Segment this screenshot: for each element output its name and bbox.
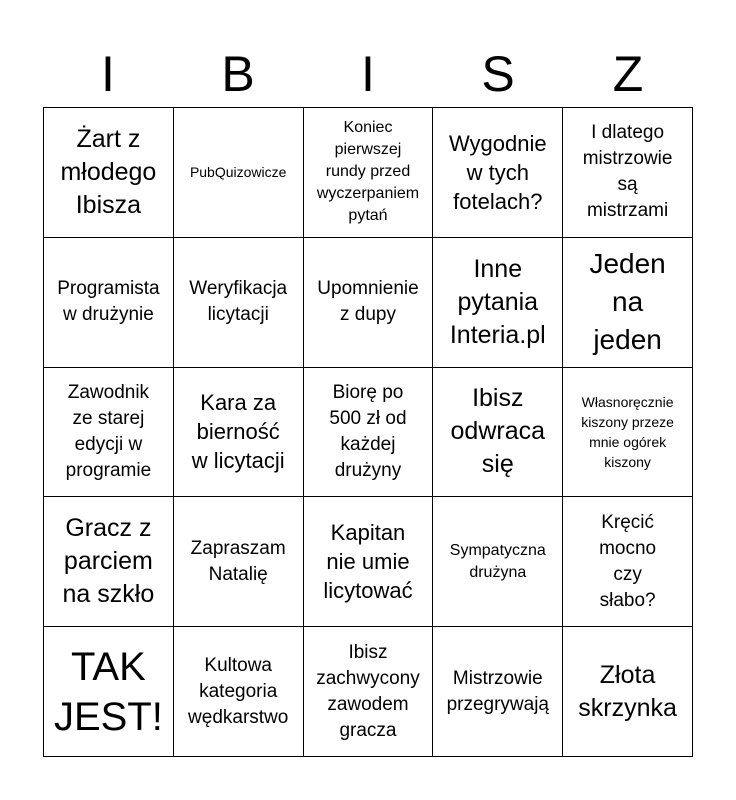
bingo-cell[interactable] [304,497,434,627]
bingo-cell[interactable] [433,497,563,627]
cell-text: Złota skrzynka [578,660,677,722]
bingo-cell[interactable] [304,238,434,368]
bingo-cell[interactable] [174,108,304,238]
bingo-cell[interactable] [563,238,693,368]
cell-text: Mistrzowie przegrywają [446,667,549,715]
cell-text: Gracz z parciem na szkło [62,514,155,609]
cell-text: Ibisz odwraca się [450,384,546,479]
bingo-cell[interactable] [44,238,174,368]
cell-text: Kultowa kategoria wędkarstwo [188,654,289,728]
bingo-cell[interactable] [44,627,174,757]
bingo-header [43,40,693,108]
header-letter: I [361,46,375,102]
header-letter: B [221,46,255,102]
cell-text: Ibisz zachwycony zawodem gracza [316,641,420,741]
header-letter: S [481,46,515,102]
bingo-cell[interactable] [174,497,304,627]
bingo-grid [43,107,693,757]
cell-text: Zapraszam Natalię [190,537,286,585]
cell-text: Własnoręcznie kiszony przeze mnie ogórek kiszony [581,393,674,470]
cell-text: Biorę po 500 zł od każdej drużyny [329,381,407,481]
bingo-cell[interactable] [563,108,693,238]
cell-text: Weryfikacja licytacji [189,278,288,326]
bingo-cell[interactable] [44,497,174,627]
cell-text: PubQuizowicze [189,164,287,181]
bingo-cell[interactable] [44,108,174,238]
cell-text: Żart z młodego Ibisza [60,124,157,219]
cell-text: Kara za bierność w licytacji [191,390,285,474]
cell-text: Programista w drużynie [57,278,160,326]
bingo-cell[interactable] [304,368,434,498]
bingo-cell[interactable] [304,627,434,757]
header-letter: Z [612,46,644,102]
bingo-cell[interactable] [563,497,693,627]
bingo-cell[interactable] [304,108,434,238]
bingo-cell[interactable] [433,238,563,368]
cell-text: Jeden na jeden [589,248,666,356]
bingo-cell[interactable] [563,627,693,757]
cell-text: Kapitan nie umie licytować [323,520,413,604]
header-letter: I [101,46,115,102]
bingo-cell[interactable] [563,368,693,498]
cell-text: Sympatyczna drużyna [449,541,546,581]
cell-text: I dlatego mistrzowie są mistrzami [582,122,673,222]
bingo-cell[interactable] [433,627,563,757]
bingo-cell[interactable] [44,368,174,498]
cell-text: Upomnienie z dupy [317,278,419,326]
cell-text: Inne pytania Interia.pl [449,254,546,349]
bingo-cell[interactable] [433,108,563,238]
cell-text: TAK JEST! [53,644,163,739]
bingo-cell[interactable] [174,368,304,498]
cell-text: Zawodnik ze starej edycji w programie [65,381,152,481]
bingo-cell[interactable] [174,627,304,757]
bingo-cell[interactable] [174,238,304,368]
cell-text: Kręcić mocno czy słabo? [599,511,657,611]
cell-text: Wygodnie w tych fotelach? [448,130,547,214]
bingo-cell[interactable] [433,368,563,498]
cell-text: Koniec pierwszej rundy przed wyczerpaniem pytań [316,119,420,225]
